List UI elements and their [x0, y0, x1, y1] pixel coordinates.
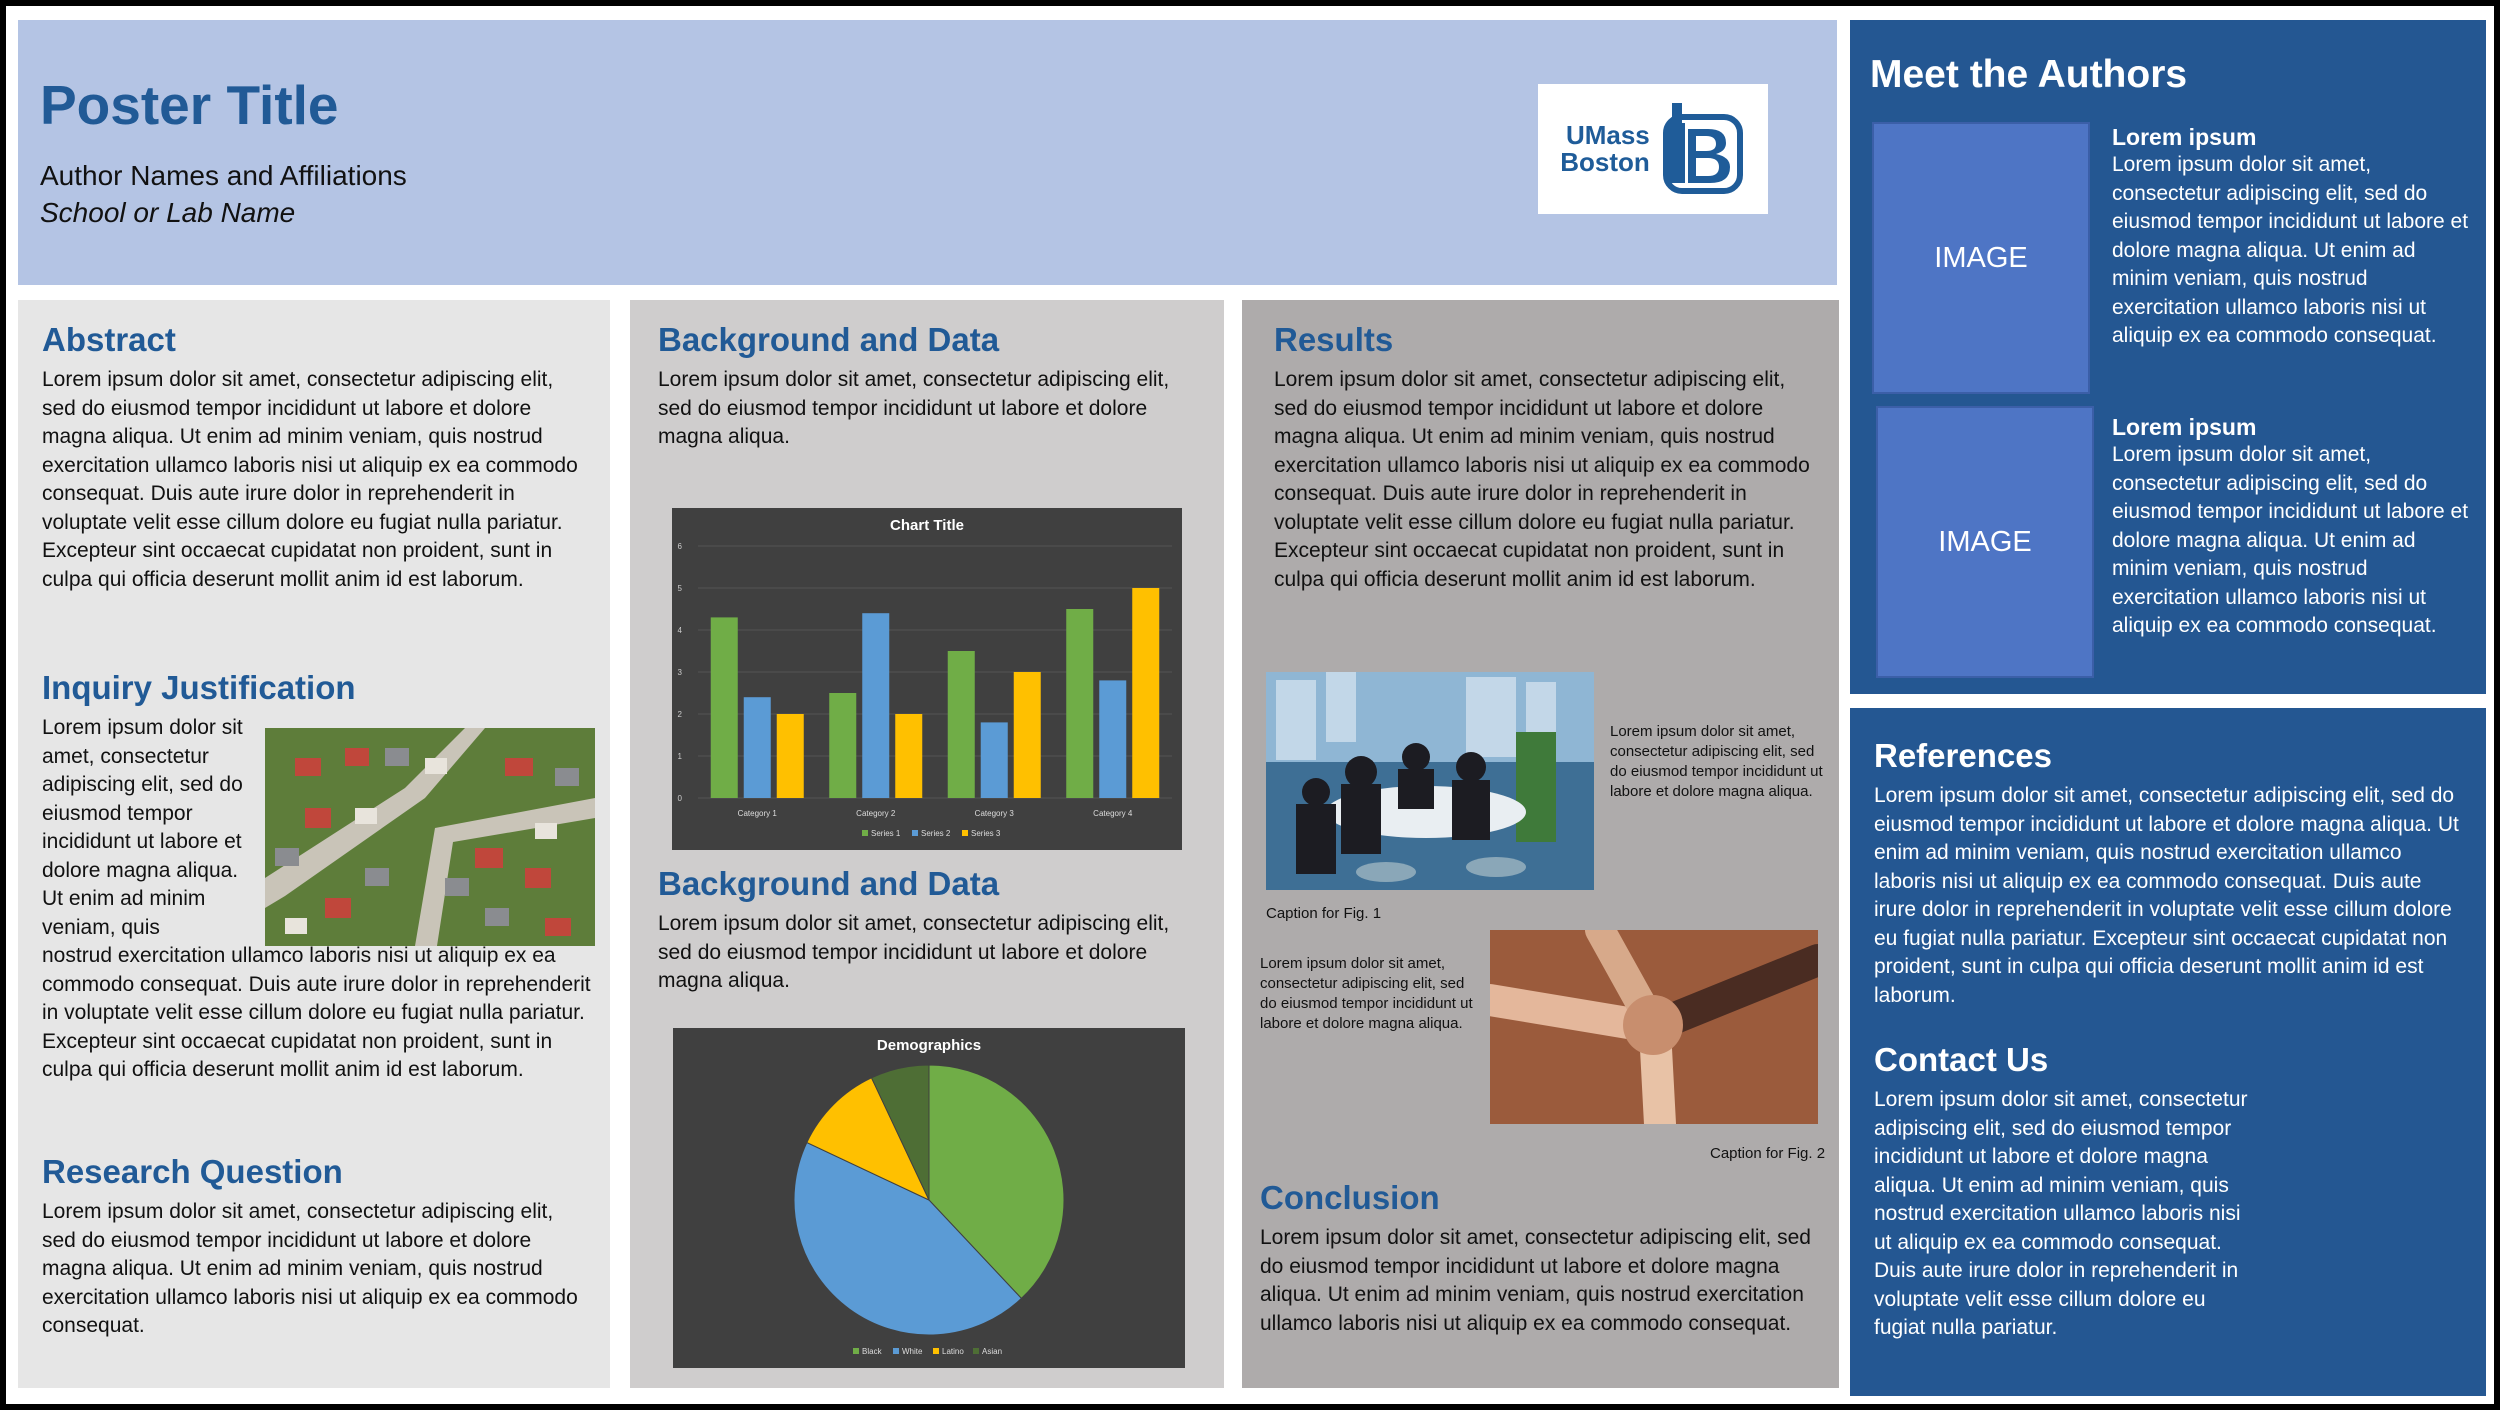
school-name: School or Lab Name	[40, 197, 296, 228]
author-1-bio: Lorem ipsum dolor sit amet, consectetur adipiscing elit, sed do eiusmod tempor incididunt ut labore et dolore magna aliqua. Ut enim ad minim veniam, quis nostrud exercitation ullamco laboris nisi ut aliquip ex ea commodo consequat.	[2112, 153, 2469, 347]
aerial-photo-graphic	[265, 728, 595, 946]
figure-1-meeting-photo	[1266, 672, 1594, 890]
author-names: Author Names and Affiliations	[40, 160, 407, 191]
figure-2-caption: Caption for Fig. 2	[1710, 1145, 1826, 1162]
bar-x-tick-label: Category 2	[856, 809, 896, 818]
pie-legend-swatch	[853, 1348, 859, 1354]
inquiry-text: nostrud exercitation ullamco laboris nisi ut aliquip ex ea commodo consequat. Duis aute irure dolor in reprehenderit in voluptate velit esse cillum dolore eu fugiat nulla pariatur. Excepteur sint occaecat cupidatat non proident, sunt in culpa qui officia deserunt mollit anim id est laborum.	[42, 944, 591, 1081]
inquiry-text-wrap: Lorem ipsum dolor sit amet, consectetur adipiscing elit, sed do eiusmod tempor incididunt ut labore et dolore magna aliqua. Ut enim ad minim veniam, quis	[42, 716, 243, 939]
bar-3-1	[777, 714, 804, 798]
poster	[6, 6, 2494, 1404]
background-text-1: Lorem ipsum dolor sit amet, consectetur adipiscing elit, sed do eiusmod tempor incididunt ut labore et dolore magna aliqua.	[658, 368, 1170, 448]
logo-text-line2: Boston	[1560, 147, 1650, 177]
bar-y-tick-label: 4	[677, 626, 682, 635]
bar-3-3	[1014, 672, 1041, 798]
bar-legend-label: Series 1	[871, 829, 901, 838]
bar-y-tick-label: 5	[677, 584, 682, 593]
hands-photo-graphic	[1490, 930, 1818, 1124]
bar-y-tick-label: 6	[677, 542, 682, 551]
author-2-name: Lorem ipsum	[2112, 414, 2257, 440]
column-results	[1242, 300, 1839, 1388]
bar-1-1	[711, 617, 738, 798]
bar-chart-title: Chart Title	[890, 517, 964, 534]
figure-1-side-text: Lorem ipsum dolor sit amet, consectetur adipiscing elit, sed do eiusmod tempor incididunt ut labore et dolore magna aliqua.	[1610, 723, 1823, 800]
abstract-text: Lorem ipsum dolor sit amet, consectetur adipiscing elit, sed do eiusmod tempor incididunt ut labore et dolore magna aliqua. Ut enim ad minim veniam, quis nostrud exercitation ullamco laboris nisi ut aliquip ex ea commodo consequat. Duis aute irure dolor in reprehenderit in voluptate velit esse cillum dolore eu fugiat nulla pariatur. Excepteur sint occaecat cupidatat non proident, sunt in culpa qui officia deserunt mollit anim id est laborum.	[42, 368, 578, 591]
bar-y-tick-label: 0	[677, 794, 682, 803]
background-text-2: Lorem ipsum dolor sit amet, consectetur adipiscing elit, sed do eiusmod tempor incididunt ut labore et dolore magna aliqua.	[658, 912, 1170, 992]
bar-legend-label: Series 2	[921, 829, 951, 838]
bar-y-tick-label: 1	[677, 752, 682, 761]
contact-heading: Contact Us	[1874, 1041, 2049, 1078]
pie-legend-label: Asian	[982, 1347, 1003, 1356]
abstract-heading: Abstract	[42, 321, 176, 358]
pie-legend-label: White	[902, 1347, 923, 1356]
references-text: Lorem ipsum dolor sit amet, consectetur adipiscing elit, sed do eiusmod tempor incididunt ut labore et dolore magna aliqua. Ut enim ad minim veniam, quis nostrud exercitation ullamco laboris nisi ut aliquip ex ea commodo consequat. Duis aute irure dolor in reprehenderit in voluptate velit esse cillum dolore eu fugiat nulla pariatur. Excepteur sint occaecat cupidatat non proident, sunt in culpa qui officia deserunt mollit anim id est laborum.	[1874, 784, 2459, 1007]
bar-x-tick-label: Category 4	[1093, 809, 1133, 818]
meet-authors-heading: Meet the Authors	[1870, 53, 2188, 96]
bar-chart-svg	[672, 508, 1182, 850]
conclusion-heading: Conclusion	[1260, 1179, 1440, 1216]
bar-legend-swatch	[962, 830, 968, 836]
references-heading: References	[1874, 737, 2052, 774]
bar-2-2	[862, 613, 889, 798]
research-text: Lorem ipsum dolor sit amet, consectetur adipiscing elit, sed do eiusmod tempor incididunt ut labore et dolore magna aliqua. Ut enim ad minim veniam, quis nostrud exercitation ullamco laboris nisi ut aliquip ex ea commodo consequat.	[42, 1200, 578, 1337]
bar-2-4	[1099, 680, 1126, 798]
pie-legend-label: Black	[862, 1347, 882, 1356]
logo-text-line1: UMass	[1565, 119, 1650, 150]
figure-2-side-text: Lorem ipsum dolor sit amet, consectetur adipiscing elit, sed do eiusmod tempor incididunt ut labore et dolore magna aliqua.	[1260, 955, 1473, 1032]
bar-x-tick-label: Category 1	[737, 809, 777, 818]
pie-legend-swatch	[933, 1348, 939, 1354]
aerial-neighborhood-image	[265, 728, 595, 946]
bar-3-4	[1132, 588, 1159, 798]
bar-1-3	[948, 651, 975, 798]
bar-3-2	[895, 714, 922, 798]
author-1-info	[2112, 124, 2472, 351]
background-heading-1: Background and Data	[658, 321, 1000, 358]
pie-chart-title: Demographics	[876, 1037, 982, 1054]
contact-text: Lorem ipsum dolor sit amet, consectetur adipiscing elit, sed do eiusmod tempor incididunt ut labore et dolore magna aliqua. Ut enim ad minim veniam, quis nostrud exercitation ullamco laboris nisi ut aliquip ex ea commodo consequat. Duis aute irure dolor in reprehenderit in voluptate velit esse cillum dolore eu fugiat nulla pariatur.	[1874, 1088, 2248, 1339]
bar-1-2	[829, 693, 856, 798]
pie-legend-swatch	[973, 1348, 979, 1354]
pie-legend-label: Latino	[942, 1347, 964, 1356]
pie-legend-swatch	[893, 1348, 899, 1354]
pie-chart	[673, 1028, 1185, 1368]
figure-2-hands-photo	[1490, 930, 1818, 1124]
author-2-bio: Lorem ipsum dolor sit amet, consectetur adipiscing elit, sed do eiusmod tempor incididunt ut labore et dolore magna aliqua. Ut enim ad minim veniam, quis nostrud exercitation ullamco laboris nisi ut aliquip ex ea commodo consequat.	[2112, 443, 2469, 637]
umass-boston-logo	[1538, 84, 1768, 214]
bar-1-4	[1066, 609, 1093, 798]
references-contact-panel	[1850, 708, 2486, 1396]
author-2-image-placeholder: IMAGE	[1876, 406, 2094, 678]
bar-x-tick-label: Category 3	[974, 809, 1014, 818]
research-heading: Research Question	[42, 1153, 343, 1190]
authors-panel	[1850, 20, 2486, 694]
bar-legend-swatch	[862, 830, 868, 836]
poster-title: Poster Title	[40, 74, 339, 136]
bar-chart	[672, 508, 1182, 850]
bar-legend-swatch	[912, 830, 918, 836]
results-text: Lorem ipsum dolor sit amet, consectetur adipiscing elit, sed do eiusmod tempor incididunt ut labore et dolore magna aliqua. Ut enim ad minim veniam, quis nostrud exercitation ullamco laboris nisi ut aliquip ex ea commodo consequat. Duis aute irure dolor in reprehenderit in voluptate velit esse cillum dolore eu fugiat nulla pariatur. Excepteur sint occaecat cupidatat non proident, sunt in culpa qui officia deserunt mollit anim id est laborum.	[1274, 368, 1810, 591]
logo-b-icon	[1656, 99, 1746, 199]
column-middle	[630, 300, 1224, 1388]
figure-1-caption: Caption for Fig. 1	[1266, 905, 1382, 922]
results-heading: Results	[1274, 321, 1394, 358]
bar-2-1	[744, 697, 771, 798]
bar-y-tick-label: 2	[677, 710, 682, 719]
bar-2-3	[981, 722, 1008, 798]
author-2-info	[2112, 414, 2472, 641]
author-1-name: Lorem ipsum	[2112, 124, 2257, 150]
bar-y-tick-label: 3	[677, 668, 682, 677]
meeting-photo-graphic	[1266, 672, 1594, 890]
pie-chart-svg	[673, 1028, 1185, 1368]
conclusion-text: Lorem ipsum dolor sit amet, consectetur adipiscing elit, sed do eiusmod tempor incididunt ut labore et dolore magna aliqua. Ut enim ad minim veniam, quis nostrud exercitation ullamco laboris nisi ut aliquip ex ea commodo consequat.	[1260, 1226, 1811, 1335]
author-1-image-placeholder: IMAGE	[1872, 122, 2090, 394]
column-left	[18, 300, 610, 1388]
background-heading-2: Background and Data	[658, 865, 1000, 902]
bar-legend-label: Series 3	[971, 829, 1001, 838]
inquiry-heading: Inquiry Justification	[42, 669, 356, 706]
